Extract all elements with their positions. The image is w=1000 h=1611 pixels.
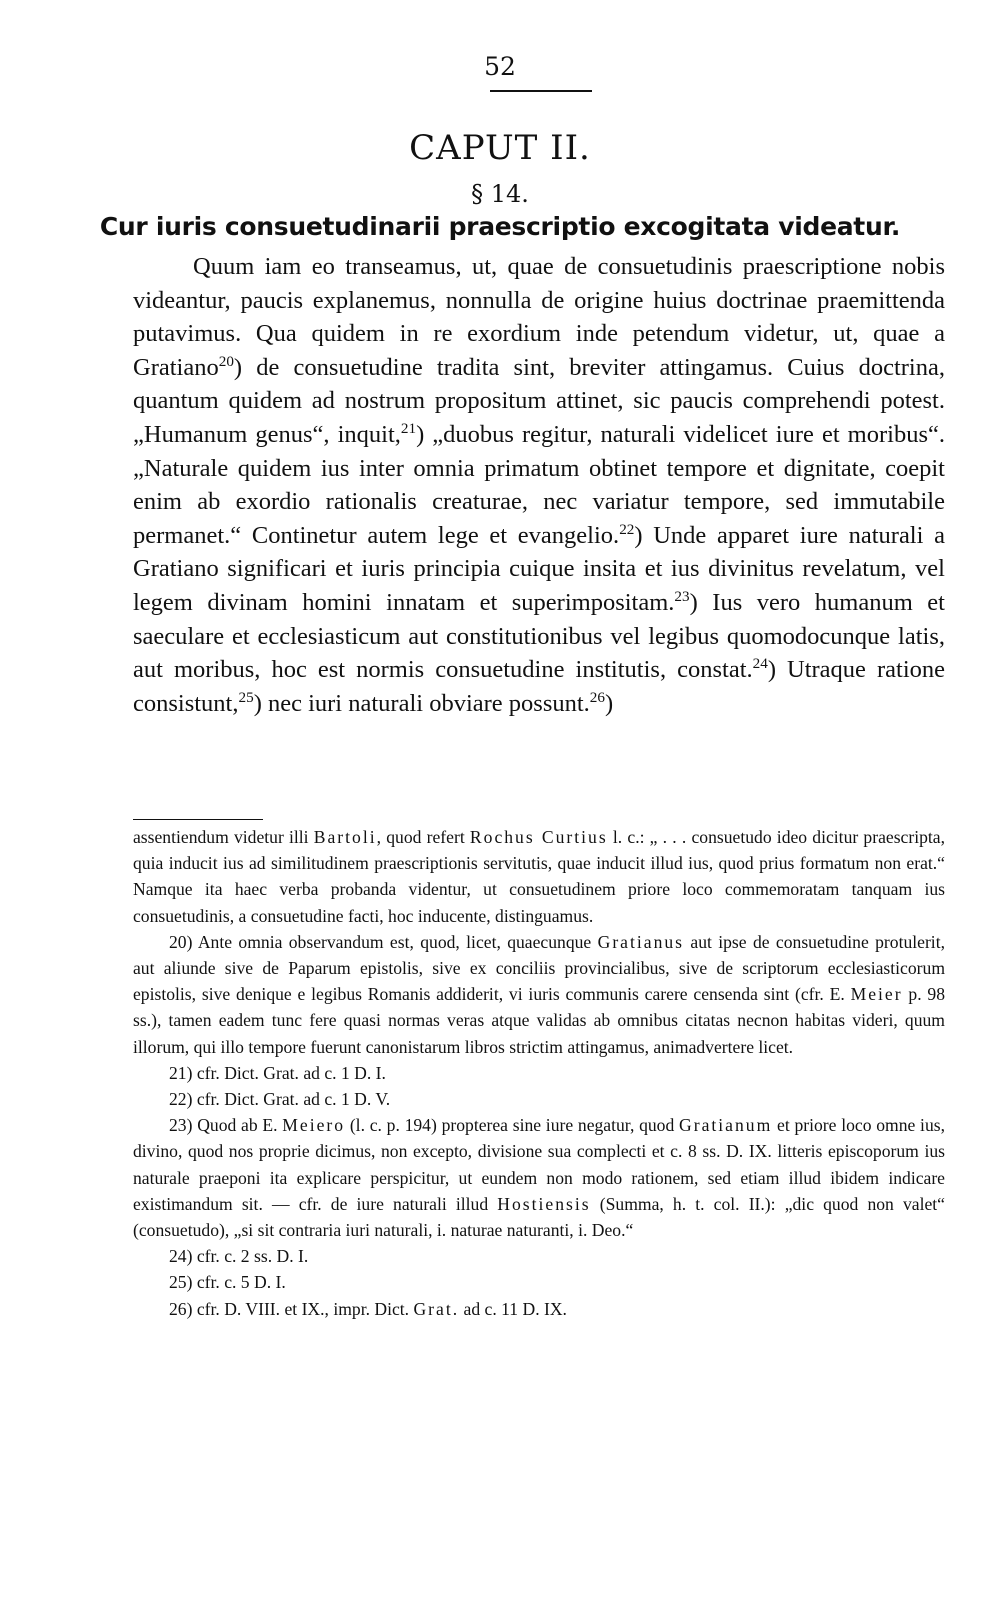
- text-run: ) de consuetudine tradita sint, breviter attingamus. Cuius doctrina, quantum quidem ad nostrum propositum attinet, sic paucis comprehendi potest. „Humanum genus“, inquit,: [133, 353, 945, 448]
- author-name: Bartoli: [313, 827, 377, 847]
- main-paragraph: [133, 250, 945, 720]
- footnote-21: 21) cfr. Dict. Grat. ad c. 1 D. I.: [169, 1062, 386, 1083]
- author-name: Rochus Curtius: [469, 827, 608, 847]
- section-number: § 14.: [471, 180, 529, 208]
- text-run: ) nec iuri naturali obviare possunt.: [253, 689, 590, 717]
- footnote-26: [133, 1296, 945, 1322]
- footnote-ref-20: 20: [218, 352, 234, 370]
- footnote-ref-25: 25: [238, 688, 254, 706]
- text-run: ) Unde apparet iure naturali a Gratiano significari et iuris principia cuique insita et ius divinitus revelatum, vel legem divinam homini innatam et superimpositam.: [133, 521, 946, 616]
- text-run: ) Utraque ratione consistunt,: [133, 656, 945, 717]
- text-run: ): [604, 689, 614, 717]
- author-name: Hostiensis: [497, 1193, 591, 1214]
- text-run: (Summa, h. t. col. II.): „dic quod non valet“ (consuetudo), „si sit contraria iuri naturali, i. naturae naturanti, i. Deo.“: [133, 1193, 945, 1241]
- author-name: Gratianus: [597, 931, 685, 952]
- author-name: Grat.: [413, 1298, 460, 1319]
- text-run: aut ipse de consuetudine protulerit, aut aliunde sive de Paparum epistolis, sive ex conciliis provincialibus, sive de scriptorum ecclesiasticorum epistolis, sive denique e legibus Romanis addiderit, vi iuris communis carere censenda sint (cfr. E.: [133, 931, 945, 1005]
- text-run: 23) Quod ab E.: [169, 1115, 283, 1136]
- text-run: 20) Ante omnia observandum est, quod, licet, quaecunque: [169, 931, 598, 952]
- main-text: [133, 250, 945, 720]
- text-run: assentiendum videtur illi: [133, 827, 314, 847]
- text-run: Quum iam eo transeamus, ut, quae de consuetudinis praescriptione nobis videantur, paucis explanemus, nonnulla de origine huius doctrinae praemittenda putavimus. Qua quidem in re exordium inde petendum videtur, ut, quae a Gratiano: [133, 253, 945, 381]
- chapter-title: CAPUT II.: [409, 128, 591, 168]
- text-run: ) „duobus regitur, naturali videlicet iure et moribus“. „Naturale quidem ius inter omnia primatum obtinet tempore et dignitate, coepit enim ab exordio rationalis creaturae, nec variatur tempore, sed immutabile permanet.“ Continetur autem lege et evangelio.: [133, 420, 945, 549]
- text-run: ) Ius vero humanum et saeculare et ecclesiasticum aut constitutionibus vel legibus quomodocunque latis, aut moribus, hoc est normis consuetudine institutis, constat.: [133, 588, 945, 684]
- text-run: l. c.: „ . . . consuetudo ideo dicitur praescripta, quia inducit ius ad similitudinem praescriptionis servitutis, quae inducit illud ius, quod prius formatum non erat.“ Namque ita haec verba probanda videntur, ut consuetudinem priore loco commemoratam tanquam ius consuetudinis, a consuetudine facti, hoc inducente, distinguamus.: [133, 827, 945, 926]
- section-title: Cur iuris consuetudinarii praescriptio excogitata videatur.: [99, 212, 901, 241]
- author-name: Meier: [850, 984, 903, 1005]
- footnote-25: 25) cfr. c. 5 D. I.: [169, 1272, 286, 1293]
- header-rule: [490, 90, 592, 92]
- text-run: ad c. 11 D. IX.: [459, 1298, 567, 1319]
- footnote-ref-26: 26: [589, 688, 605, 706]
- footnote-24: 24) cfr. c. 2 ss. D. I.: [169, 1246, 309, 1267]
- footnote-ref-24: 24: [752, 654, 768, 672]
- page-number: 52: [484, 52, 516, 81]
- footnote-rule: [133, 819, 263, 820]
- footnote-23: [133, 1112, 945, 1243]
- footnote-continuation: [133, 824, 945, 929]
- text-run: p. 98 ss.), tamen eadem tunc fere quasi normas veras atque validas ab omnibus citatas necnon habitas videri, quum illorum, qui illo tempore fuerunt canonistarum libros strictim attingamus, animadvertere licet.: [133, 984, 946, 1057]
- footnote-ref-21: 21: [400, 419, 417, 437]
- text-run: , quod refert: [376, 827, 470, 847]
- text-run: 26) cfr. D. VIII. et IX., impr. Dict.: [169, 1298, 414, 1319]
- footnotes: [133, 824, 945, 1322]
- text-run: (l. c. p. 194) propterea sine iure negatur, quod: [345, 1115, 680, 1136]
- author-name: Gratianum: [679, 1115, 773, 1136]
- text-run: et priore loco omne ius, divino, quod nos proprie dicimus, non excepto, divisione sua complecti et c. 8 ss. D. IX. litteris episcoporum ius naturale praeponi ita explicare perspicitur, ut eundem non modo rationem, sed etiam illud ibidem indicare existimandum sit. — cfr. de iure naturali illud: [133, 1115, 945, 1214]
- footnote-ref-22: 22: [619, 520, 635, 538]
- footnote-22: 22) cfr. Dict. Grat. ad c. 1 D. V.: [169, 1089, 391, 1110]
- footnote-ref-23: 23: [674, 587, 690, 605]
- footnote-20: [133, 929, 945, 1060]
- author-name: Meiero: [282, 1115, 346, 1136]
